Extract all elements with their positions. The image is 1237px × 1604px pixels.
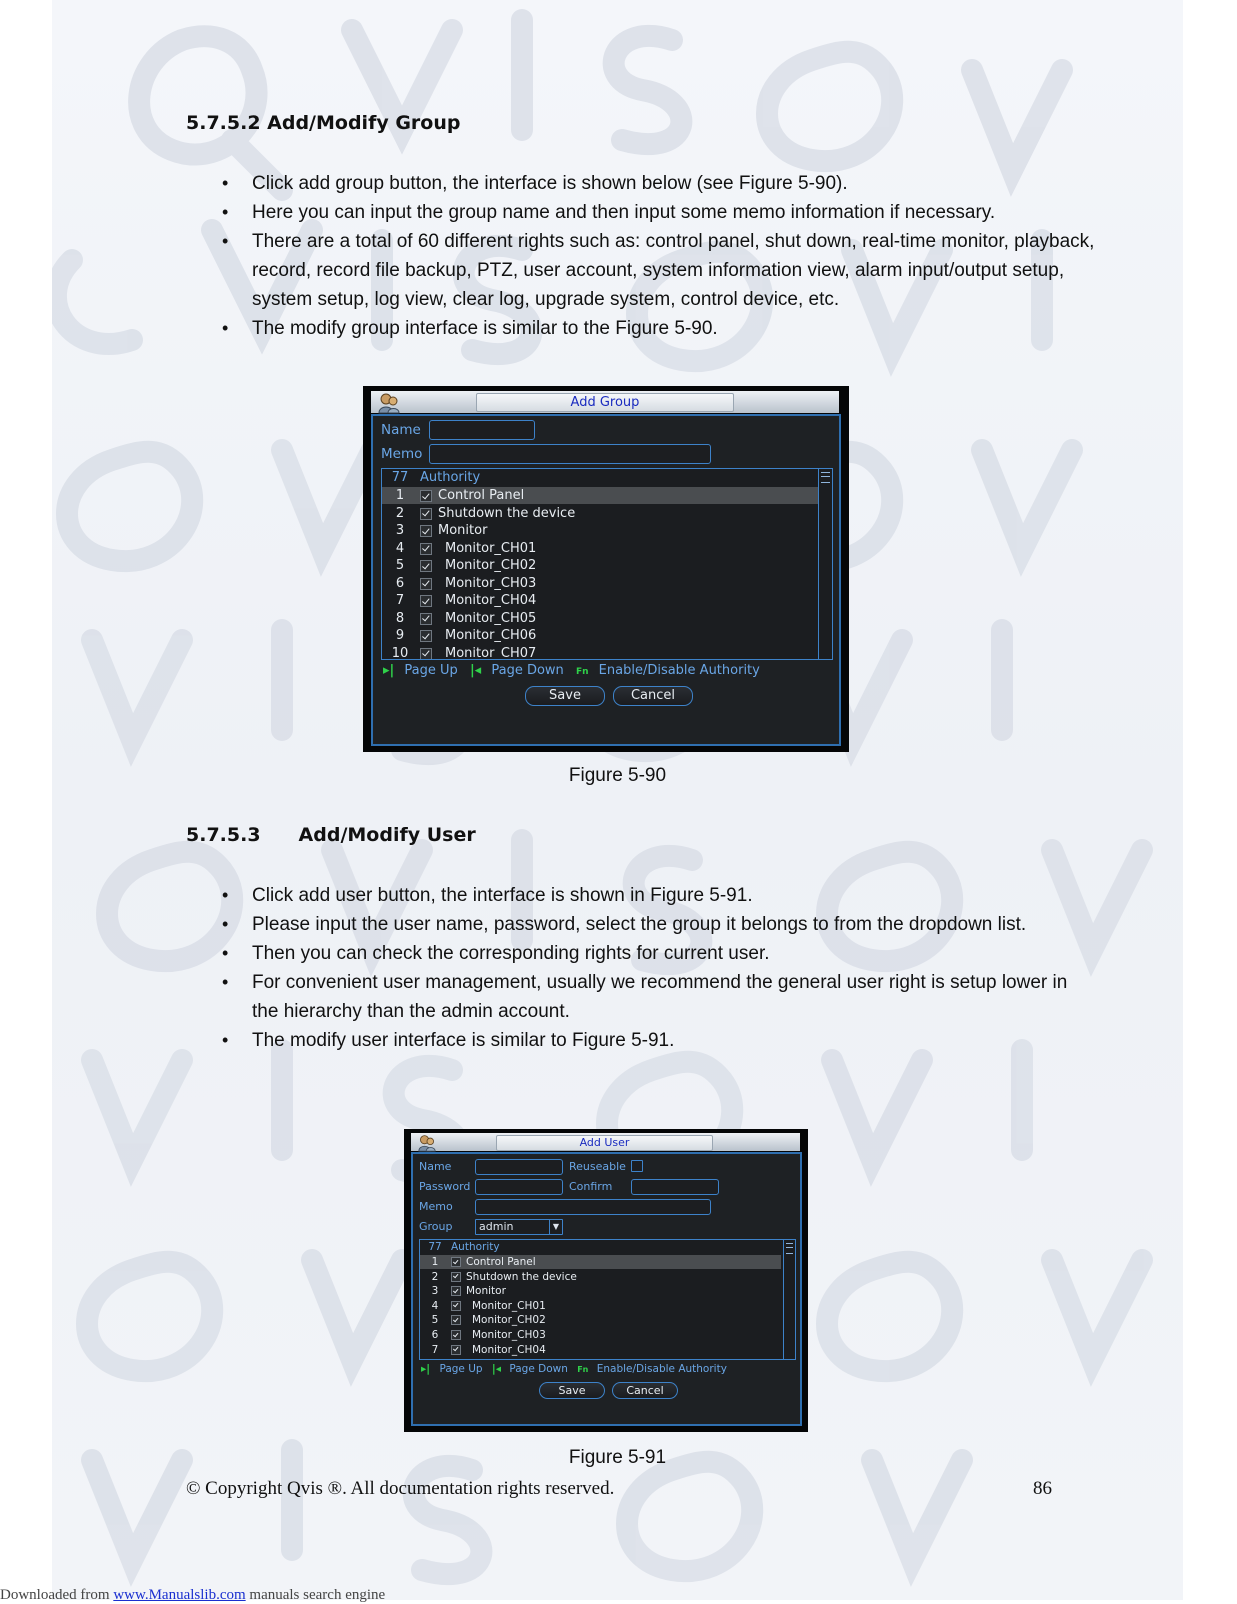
cancel-button[interactable]: Cancel — [613, 686, 693, 706]
list-scrollbar[interactable] — [783, 1240, 795, 1359]
list-item: • Here you can input the group name and then input some memo information if necessary. — [52, 198, 1097, 227]
row-number: 5 — [431, 1314, 439, 1327]
row-number: 1 — [431, 1256, 439, 1268]
row-number: 9 — [395, 628, 405, 643]
fn-key-icon: Fn — [575, 667, 589, 677]
authority-list — [381, 468, 833, 660]
fn-key-icon: Fn — [577, 1365, 589, 1374]
authority-checkbox[interactable] — [451, 1345, 461, 1355]
authority-checkbox[interactable] — [451, 1257, 461, 1267]
confirm-password-input[interactable] — [631, 1179, 719, 1195]
group-dropdown[interactable] — [475, 1219, 563, 1235]
list-item: • Please input the user name, password, select the group it belongs to from the dropdown list. — [52, 910, 1097, 939]
group-dropdown-value: admin — [479, 1220, 514, 1233]
row-number: 4 — [395, 540, 405, 556]
authority-checkbox[interactable] — [420, 560, 432, 572]
authority-label: Monitor_CH05 — [445, 610, 537, 626]
add-group-body — [371, 414, 841, 746]
row-number: 3 — [431, 1285, 439, 1298]
add-user-title-bar — [411, 1133, 800, 1151]
add-user-dialog — [404, 1129, 808, 1432]
list-item: • Then you can check the corresponding rights for current user. — [52, 939, 1097, 968]
authority-checkbox[interactable] — [420, 508, 432, 520]
authority-list-header — [382, 469, 832, 486]
authority-row[interactable] — [382, 557, 818, 574]
row-number: 8 — [395, 610, 405, 626]
authority-column-header: Authority — [420, 470, 481, 485]
authority-checkbox[interactable] — [420, 595, 432, 607]
page-down-hint: Page Down — [509, 1363, 568, 1375]
authority-checkbox[interactable] — [451, 1330, 461, 1340]
list-item: • For convenient user management, usually we recommend the general user right is setup lower in the hierarchy than the admin account. — [52, 968, 1097, 1026]
manualslib-link[interactable]: www.Manualslib.com — [113, 1587, 246, 1603]
row-number: 4 — [431, 1299, 439, 1312]
list-hints — [421, 1363, 727, 1375]
row-number: 2 — [395, 505, 405, 521]
scroll-grip-icon — [786, 1243, 793, 1254]
authority-label: Monitor_CH04 — [472, 1343, 546, 1356]
authority-checkbox[interactable] — [451, 1301, 461, 1311]
page-down-key-icon: |◂ — [491, 1363, 502, 1375]
page-up-key-icon: ▸| — [421, 1363, 431, 1375]
group-label: Group — [419, 1220, 453, 1233]
user-bullet-list — [52, 881, 1183, 1055]
save-button[interactable]: Save — [539, 1382, 605, 1399]
page-up-hint: Page Up — [439, 1363, 483, 1375]
authority-label: Shutdown the device — [466, 1270, 577, 1283]
row-number: 3 — [395, 523, 405, 538]
row-number: 6 — [431, 1329, 439, 1341]
authority-row[interactable] — [382, 487, 818, 504]
authority-row[interactable] — [420, 1328, 781, 1342]
password-label: Password — [419, 1180, 471, 1193]
authority-count: 77 — [428, 1241, 442, 1253]
authority-checkbox[interactable] — [451, 1286, 461, 1296]
authority-row[interactable] — [420, 1270, 781, 1284]
password-input[interactable] — [475, 1179, 563, 1195]
authority-checkbox[interactable] — [420, 490, 432, 502]
authority-label: Monitor_CH03 — [472, 1329, 546, 1341]
users-icon — [377, 392, 401, 414]
page-up-hint: Page Up — [404, 663, 458, 678]
dialog-title: Add Group — [476, 393, 734, 412]
authority-label: Monitor_CH03 — [445, 575, 537, 591]
add-user-body — [411, 1152, 802, 1426]
enable-disable-hint: Enable/Disable Authority — [598, 663, 760, 678]
copyright-notice: © Copyright Qvis ®. All documentation rights reserved. — [186, 1478, 615, 1499]
row-number: 1 — [395, 488, 405, 503]
authority-list-header — [420, 1240, 795, 1254]
authority-count: 77 — [391, 470, 409, 485]
authority-row[interactable] — [382, 505, 818, 522]
figure-caption: Figure 5-90 — [568, 765, 667, 786]
user-memo-input[interactable] — [475, 1199, 711, 1215]
authority-label: Monitor_CH01 — [472, 1299, 546, 1312]
authority-checkbox[interactable] — [420, 543, 432, 555]
download-suffix: manuals search engine — [245, 1587, 386, 1603]
cancel-button[interactable]: Cancel — [612, 1382, 678, 1399]
authority-label: Monitor — [466, 1285, 506, 1298]
authority-row[interactable] — [382, 540, 818, 557]
authority-row[interactable] — [382, 575, 818, 592]
document-page — [52, 0, 1183, 1600]
section-number: 5.7.5.3 — [186, 824, 261, 846]
authority-row[interactable] — [420, 1299, 781, 1313]
save-button[interactable]: Save — [525, 686, 605, 706]
download-prefix: Downloaded from — [0, 1587, 114, 1603]
authority-checkbox[interactable] — [420, 630, 432, 642]
authority-label: Monitor_CH02 — [472, 1314, 546, 1327]
list-item: • Click add user button, the interface is shown in Figure 5-91. — [52, 881, 1097, 910]
authority-row[interactable] — [382, 627, 818, 644]
authority-checkbox[interactable] — [420, 578, 432, 590]
user-name-input[interactable] — [475, 1159, 563, 1175]
page-up-key-icon: ▸| — [383, 663, 395, 678]
page-number: 86 — [1033, 1478, 1052, 1499]
list-item: • There are a total of 60 different rights such as: control panel, shut down, real-time monitor, playback, record, record file backup, PTZ, user account, system information view, alarm input/output setup, system setup, log view, clear log, upgrade system, control device, etc. — [52, 227, 1097, 314]
authority-label: Monitor_CH01 — [445, 540, 537, 556]
group-bullet-list — [52, 169, 1183, 343]
authority-label: Shutdown the device — [438, 505, 576, 521]
authority-label: Monitor_CH06 — [445, 628, 537, 643]
reuseable-checkbox[interactable] — [631, 1160, 643, 1172]
row-number: 10 — [391, 645, 409, 660]
add-group-title-bar — [371, 391, 839, 413]
authority-checkbox[interactable] — [451, 1272, 461, 1282]
row-number: 7 — [395, 593, 405, 608]
row-number: 6 — [395, 575, 405, 591]
group-name-input[interactable] — [429, 420, 535, 440]
authority-row[interactable] — [382, 645, 818, 661]
authority-label: Control Panel — [438, 488, 525, 503]
authority-column-header: Authority — [451, 1241, 500, 1253]
list-item: • Click add group button, the interface is shown below (see Figure 5-90). — [52, 169, 1097, 198]
row-number: 7 — [431, 1343, 439, 1356]
authority-label: Monitor — [438, 523, 488, 538]
authority-label: Monitor_CH04 — [445, 593, 537, 608]
authority-checkbox[interactable] — [420, 648, 432, 660]
list-hints — [383, 663, 760, 678]
memo-label: Memo — [419, 1200, 453, 1213]
memo-label: Memo — [381, 446, 423, 462]
authority-row[interactable] — [420, 1313, 781, 1327]
scroll-grip-icon — [821, 472, 830, 483]
users-icon — [417, 1134, 437, 1152]
authority-checkbox[interactable] — [420, 613, 432, 625]
enable-disable-hint: Enable/Disable Authority — [596, 1363, 727, 1375]
dialog-title: Add User — [496, 1135, 713, 1151]
confirm-label: Confirm — [569, 1180, 613, 1193]
section-title: Add/Modify User — [298, 824, 476, 846]
list-scrollbar[interactable] — [818, 469, 832, 659]
page-down-hint: Page Down — [491, 663, 564, 678]
authority-checkbox[interactable] — [451, 1315, 461, 1325]
authority-checkbox[interactable] — [420, 525, 432, 537]
section-heading-add-modify-user — [186, 824, 476, 846]
download-source-line — [0, 1587, 385, 1604]
row-number: 5 — [395, 558, 405, 573]
authority-label: Control Panel — [466, 1256, 536, 1268]
name-label: Name — [381, 422, 421, 438]
reuseable-label: Reuseable — [569, 1160, 626, 1173]
add-group-dialog — [363, 386, 849, 752]
authority-row[interactable] — [420, 1284, 781, 1298]
chevron-down-icon: ▼ — [549, 1220, 562, 1234]
authority-row[interactable] — [420, 1255, 781, 1269]
authority-row[interactable] — [420, 1343, 781, 1357]
page-down-key-icon: |◂ — [469, 663, 482, 678]
authority-label: Monitor_CH07 — [445, 645, 537, 660]
group-memo-input[interactable] — [429, 444, 711, 464]
list-item: • The modify user interface is similar to Figure 5-91. — [52, 1026, 1097, 1055]
authority-row[interactable] — [382, 610, 818, 627]
authority-list — [419, 1239, 796, 1360]
authority-row[interactable] — [382, 522, 818, 539]
authority-row[interactable] — [382, 592, 818, 609]
authority-label: Monitor_CH02 — [445, 558, 537, 573]
figure-caption: Figure 5-91 — [568, 1447, 667, 1468]
row-number: 2 — [431, 1270, 439, 1283]
name-label: Name — [419, 1160, 452, 1173]
list-item: • The modify group interface is similar to the Figure 5-90. — [52, 314, 1097, 343]
page-footer — [186, 1478, 1052, 1500]
section-heading-add-modify-group: 5.7.5.2 Add/Modify Group — [186, 112, 461, 134]
